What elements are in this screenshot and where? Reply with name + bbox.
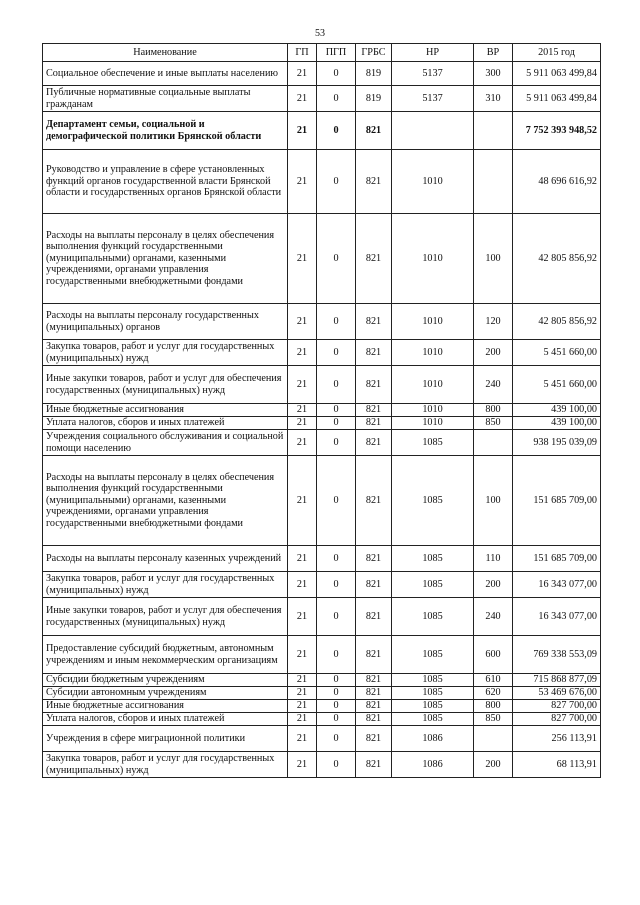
row-vr: 110 <box>474 546 513 572</box>
row-np: 1010 <box>392 214 474 304</box>
table-body <box>43 62 601 778</box>
row-name: Закупка товаров, работ и услуг для государственных (муниципальных) нужд <box>43 572 288 598</box>
row-amount: 151 685 709,00 <box>513 546 601 572</box>
row-grbs: 821 <box>356 430 392 456</box>
row-amount: 5 911 063 499,84 <box>513 86 601 112</box>
row-name: Предоставление субсидий бюджетным, автономным учреждениям и иным некоммерческим организациям <box>43 636 288 674</box>
row-name: Расходы на выплаты персоналу казенных учреждений <box>43 546 288 572</box>
row-pgp: 0 <box>317 726 356 752</box>
row-pgp: 0 <box>317 112 356 150</box>
row-np: 1010 <box>392 404 474 417</box>
row-vr: 200 <box>474 572 513 598</box>
row-gp: 21 <box>288 62 317 86</box>
row-name: Расходы на выплаты персоналу в целях обеспечения выполнения функций государственными (муниципальными) органами, казенными учреждениями, органами управления государственными внебюджетными фондами <box>43 214 288 304</box>
row-grbs: 821 <box>356 726 392 752</box>
row-vr: 100 <box>474 456 513 546</box>
row-pgp: 0 <box>317 86 356 112</box>
row-grbs: 821 <box>356 674 392 687</box>
row-gp: 21 <box>288 546 317 572</box>
row-amount: 16 343 077,00 <box>513 572 601 598</box>
row-name: Социальное обеспечение и иные выплаты населению <box>43 62 288 86</box>
row-grbs: 821 <box>356 687 392 700</box>
row-grbs: 821 <box>356 417 392 430</box>
row-grbs: 821 <box>356 214 392 304</box>
header-amount: 2015 год <box>513 44 601 62</box>
row-pgp: 0 <box>317 304 356 340</box>
row-name: Иные закупки товаров, работ и услуг для обеспечения государственных (муниципальных) нужд <box>43 366 288 404</box>
row-amount: 42 805 856,92 <box>513 304 601 340</box>
row-grbs: 821 <box>356 546 392 572</box>
row-gp: 21 <box>288 150 317 214</box>
header-pgp: ПГП <box>317 44 356 62</box>
row-name: Учреждения социального обслуживания и социальной помощи населению <box>43 430 288 456</box>
row-np: 1085 <box>392 430 474 456</box>
row-gp: 21 <box>288 726 317 752</box>
row-amount: 48 696 616,92 <box>513 150 601 214</box>
row-name: Субсидии бюджетным учреждениям <box>43 674 288 687</box>
row-np: 5137 <box>392 86 474 112</box>
row-grbs: 819 <box>356 62 392 86</box>
table-row <box>43 112 601 150</box>
row-vr: 850 <box>474 417 513 430</box>
row-grbs: 821 <box>356 304 392 340</box>
row-grbs: 821 <box>356 700 392 713</box>
row-np: 1085 <box>392 713 474 726</box>
row-name: Закупка товаров, работ и услуг для государственных (муниципальных) нужд <box>43 340 288 366</box>
row-pgp: 0 <box>317 674 356 687</box>
table-row <box>43 636 601 674</box>
row-gp: 21 <box>288 304 317 340</box>
table-row <box>43 150 601 214</box>
row-np: 1010 <box>392 366 474 404</box>
row-gp: 21 <box>288 636 317 674</box>
row-grbs: 821 <box>356 572 392 598</box>
row-grbs: 821 <box>356 404 392 417</box>
row-name: Иные закупки товаров, работ и услуг для обеспечения государственных (муниципальных) нужд <box>43 598 288 636</box>
row-vr <box>474 430 513 456</box>
row-pgp: 0 <box>317 700 356 713</box>
row-pgp: 0 <box>317 214 356 304</box>
row-amount: 5 911 063 499,84 <box>513 62 601 86</box>
row-vr: 200 <box>474 340 513 366</box>
row-vr: 310 <box>474 86 513 112</box>
row-grbs: 821 <box>356 150 392 214</box>
row-grbs: 821 <box>356 598 392 636</box>
row-np: 1010 <box>392 340 474 366</box>
row-grbs: 821 <box>356 340 392 366</box>
row-np: 1010 <box>392 304 474 340</box>
row-amount: 7 752 393 948,52 <box>513 112 601 150</box>
row-amount: 5 451 660,00 <box>513 366 601 404</box>
row-vr: 240 <box>474 366 513 404</box>
row-np: 1085 <box>392 674 474 687</box>
table-row <box>43 674 601 687</box>
row-gp: 21 <box>288 674 317 687</box>
table-row <box>43 430 601 456</box>
row-vr: 300 <box>474 62 513 86</box>
row-grbs: 821 <box>356 456 392 546</box>
row-vr: 620 <box>474 687 513 700</box>
row-name: Иные бюджетные ассигнования <box>43 700 288 713</box>
header-vr: ВР <box>474 44 513 62</box>
row-vr: 800 <box>474 404 513 417</box>
row-amount: 715 868 877,09 <box>513 674 601 687</box>
table-row <box>43 752 601 778</box>
row-pgp: 0 <box>317 687 356 700</box>
table-header-row <box>43 44 601 62</box>
table-row <box>43 598 601 636</box>
row-vr: 800 <box>474 700 513 713</box>
row-name: Департамент семьи, социальной и демографической политики Брянской области <box>43 112 288 150</box>
row-amount: 938 195 039,09 <box>513 430 601 456</box>
row-pgp: 0 <box>317 430 356 456</box>
row-np: 5137 <box>392 62 474 86</box>
row-pgp: 0 <box>317 546 356 572</box>
row-amount: 769 338 553,09 <box>513 636 601 674</box>
table-row <box>43 456 601 546</box>
row-name: Расходы на выплаты персоналу государственных (муниципальных) органов <box>43 304 288 340</box>
row-vr: 610 <box>474 674 513 687</box>
row-np <box>392 112 474 150</box>
row-gp: 21 <box>288 366 317 404</box>
table-row <box>43 214 601 304</box>
row-pgp: 0 <box>317 366 356 404</box>
row-pgp: 0 <box>317 404 356 417</box>
row-grbs: 821 <box>356 713 392 726</box>
row-amount: 16 343 077,00 <box>513 598 601 636</box>
row-vr <box>474 150 513 214</box>
row-amount: 68 113,91 <box>513 752 601 778</box>
page-number: 53 <box>315 28 325 39</box>
row-gp: 21 <box>288 572 317 598</box>
row-np: 1085 <box>392 636 474 674</box>
row-gp: 21 <box>288 430 317 456</box>
row-np: 1085 <box>392 546 474 572</box>
row-gp: 21 <box>288 214 317 304</box>
row-np: 1085 <box>392 700 474 713</box>
row-pgp: 0 <box>317 598 356 636</box>
row-vr: 120 <box>474 304 513 340</box>
row-pgp: 0 <box>317 62 356 86</box>
row-gp: 21 <box>288 86 317 112</box>
row-amount: 151 685 709,00 <box>513 456 601 546</box>
row-amount: 827 700,00 <box>513 700 601 713</box>
table-row <box>43 86 601 112</box>
row-np: 1010 <box>392 417 474 430</box>
row-pgp: 0 <box>317 150 356 214</box>
table-row <box>43 340 601 366</box>
row-np: 1086 <box>392 752 474 778</box>
row-vr <box>474 112 513 150</box>
row-gp: 21 <box>288 687 317 700</box>
row-gp: 21 <box>288 456 317 546</box>
table-row <box>43 572 601 598</box>
row-grbs: 821 <box>356 366 392 404</box>
row-amount: 256 113,91 <box>513 726 601 752</box>
row-amount: 827 700,00 <box>513 713 601 726</box>
row-gp: 21 <box>288 417 317 430</box>
table-row <box>43 726 601 752</box>
row-pgp: 0 <box>317 636 356 674</box>
row-name: Учреждения в сфере миграционной политики <box>43 726 288 752</box>
row-grbs: 821 <box>356 112 392 150</box>
row-pgp: 0 <box>317 340 356 366</box>
row-amount: 53 469 676,00 <box>513 687 601 700</box>
row-name: Руководство и управление в сфере установленных функций органов государственной власти Брянской области и государственных органов Брянской области <box>43 150 288 214</box>
row-name: Закупка товаров, работ и услуг для государственных (муниципальных) нужд <box>43 752 288 778</box>
row-pgp: 0 <box>317 417 356 430</box>
row-np: 1085 <box>392 687 474 700</box>
row-grbs: 821 <box>356 636 392 674</box>
row-amount: 5 451 660,00 <box>513 340 601 366</box>
table-row <box>43 304 601 340</box>
row-np: 1086 <box>392 726 474 752</box>
table-row <box>43 713 601 726</box>
header-np: НР <box>392 44 474 62</box>
row-grbs: 821 <box>356 752 392 778</box>
row-vr: 850 <box>474 713 513 726</box>
row-pgp: 0 <box>317 572 356 598</box>
row-gp: 21 <box>288 752 317 778</box>
table-row <box>43 62 601 86</box>
table-row <box>43 417 601 430</box>
row-vr: 200 <box>474 752 513 778</box>
row-pgp: 0 <box>317 752 356 778</box>
row-np: 1085 <box>392 572 474 598</box>
row-gp: 21 <box>288 340 317 366</box>
row-vr: 600 <box>474 636 513 674</box>
row-name: Расходы на выплаты персоналу в целях обеспечения выполнения функций государственными (муниципальными) органами, казенными учреждениями, органами управления государственными внебюджетными фондами <box>43 456 288 546</box>
table-row <box>43 546 601 572</box>
row-pgp: 0 <box>317 713 356 726</box>
row-np: 1085 <box>392 598 474 636</box>
row-amount: 439 100,00 <box>513 404 601 417</box>
row-gp: 21 <box>288 713 317 726</box>
row-name: Уплата налогов, сборов и иных платежей <box>43 417 288 430</box>
row-grbs: 819 <box>356 86 392 112</box>
header-gp: ГП <box>288 44 317 62</box>
table-row <box>43 366 601 404</box>
row-gp: 21 <box>288 700 317 713</box>
row-name: Уплата налогов, сборов и иных платежей <box>43 713 288 726</box>
row-name: Субсидии автономным учреждениям <box>43 687 288 700</box>
row-gp: 21 <box>288 598 317 636</box>
row-pgp: 0 <box>317 456 356 546</box>
row-gp: 21 <box>288 404 317 417</box>
row-amount: 439 100,00 <box>513 417 601 430</box>
row-np: 1085 <box>392 456 474 546</box>
row-vr: 100 <box>474 214 513 304</box>
header-name: Наименование <box>43 44 288 62</box>
budget-table <box>42 43 601 778</box>
row-vr <box>474 726 513 752</box>
row-vr: 240 <box>474 598 513 636</box>
table-row <box>43 700 601 713</box>
row-name: Публичные нормативные социальные выплаты гражданам <box>43 86 288 112</box>
table-row <box>43 687 601 700</box>
row-amount: 42 805 856,92 <box>513 214 601 304</box>
header-grbs: ГРБС <box>356 44 392 62</box>
table-row <box>43 404 601 417</box>
row-gp: 21 <box>288 112 317 150</box>
row-name: Иные бюджетные ассигнования <box>43 404 288 417</box>
row-np: 1010 <box>392 150 474 214</box>
